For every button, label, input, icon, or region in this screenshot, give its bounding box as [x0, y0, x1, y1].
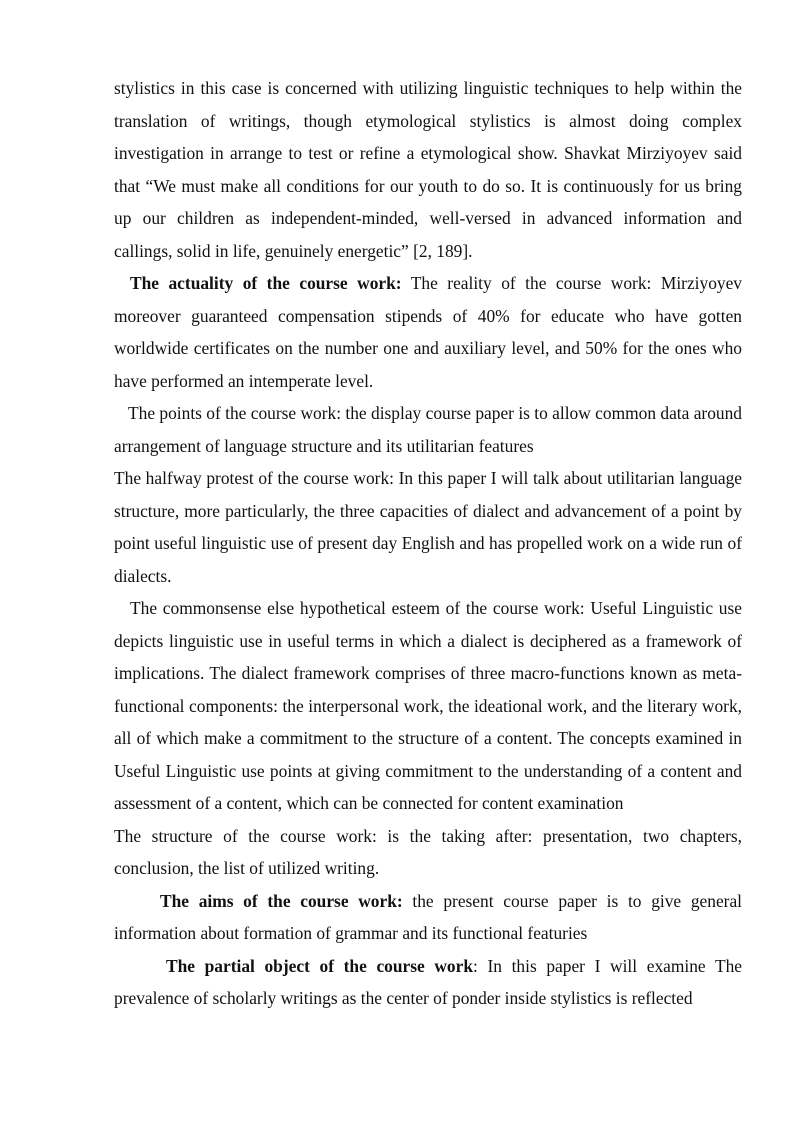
- paragraph-heading: The aims of the course work:: [160, 890, 403, 911]
- paragraph-text: The commonsense else hypothetical esteem of the course work: Useful Linguistic use depicts linguistic use in useful terms in which a dialect is deciphered as a framework of implications. The dialect framework comprises of three macro-functions known as meta-functional components: the interpersonal work, the ideational work, and the literary work, all of which make a commitment to the structure of a content. The concepts examined in Useful Linguistic use points at giving commitment to the understanding of a content and assessment of a content, which can be connected for content examination: [114, 598, 742, 813]
- paragraph-text: The halfway protest of the course work: In this paper I will talk about utilitarian language structure, more particularly, the three capacities of dialect and advancement of a point by point useful linguistic use of present day English and has propelled work on a wide run of dialects.: [114, 468, 742, 586]
- paragraph-text: stylistics in this case is concerned with utilizing linguistic techniques to help within the translation of writings, though etymological stylistics is almost doing complex investigation in arrange to test or refine a etymological show. Shavkat Mirziyoyev said that “We must make all conditions for our youth to do so. It is continuously for us bring up our children as independent-minded, well-versed in advanced information and callings, solid in life, genuinely energetic” [2, 189].: [114, 78, 742, 261]
- paragraph-text: the present course paper is to give general information about formation of grammar and its functional featuries: [114, 890, 743, 943]
- paragraph-intro: [114, 72, 742, 267]
- paragraph-commonsense: [114, 592, 742, 820]
- paragraph-points: [114, 397, 742, 462]
- paragraph-text: The points of the course work: the display course paper is to allow common data around arrangement of language structure and its utilitarian features: [114, 403, 742, 456]
- paragraph-structure: [114, 820, 742, 885]
- paragraph-text: The structure of the course work: is the taking after: presentation, two chapters, conclusion, the list of utilized writing.: [114, 825, 742, 878]
- paragraph-heading: The partial object of the course work: [166, 955, 474, 976]
- document-page: [114, 72, 742, 1015]
- paragraph-heading: The actuality of the course work:: [130, 273, 402, 293]
- paragraph-partial-object: [114, 950, 742, 1015]
- paragraph-actuality: [114, 267, 742, 397]
- paragraph-aims: [114, 885, 742, 950]
- paragraph-halfway-protest: [114, 462, 742, 592]
- paragraph-text: The reality of the course work: Mirziyoyev moreover guaranteed compensation stipends of 40% for educate who have gotten worldwide certificates on the number one and auxiliary level, and 50% for the ones who have performed an intemperate level.: [114, 273, 742, 391]
- paragraph-text: : In this paper I will examine The prevalence of scholarly writings as the center of ponder inside stylistics is reflected: [114, 955, 742, 1008]
